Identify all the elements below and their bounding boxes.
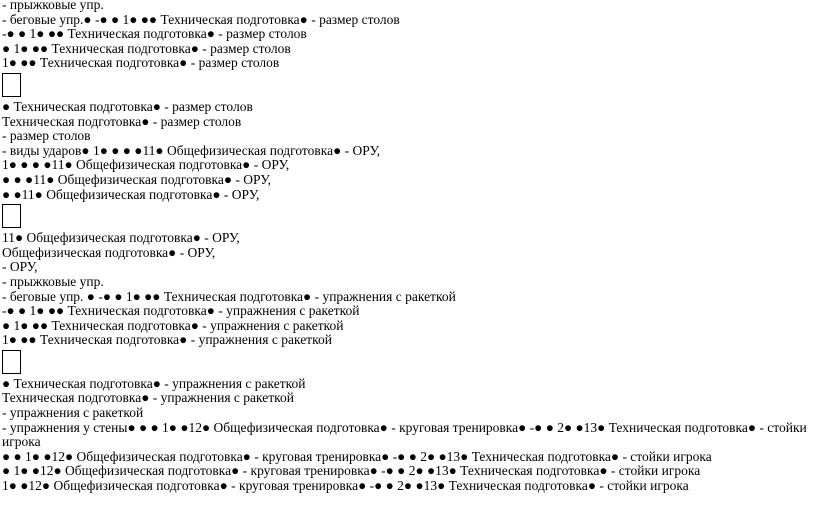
text-line: -● ● 1● ●● Техническая подготовка● - упражнения с ракеткой bbox=[2, 304, 360, 319]
text-line: Общефизическая подготовка● - ОРУ, bbox=[2, 245, 216, 260]
text-line: - упражнения с ракеткой bbox=[2, 406, 144, 421]
text-line: ● 1● ●12● Общефизическая подготовка● - круговая тренировка● -● ● 2● ●13● Техническая подготовка● - стойки игрока bbox=[2, 464, 701, 479]
text-line: 1● ● ● ●11● Общефизическая подготовка● - ОРУ, bbox=[2, 158, 290, 173]
text-line: 11● Общефизическая подготовка● - ОРУ, bbox=[2, 231, 240, 246]
text-line: - виды ударов● 1● ● ● ●11● Общефизическая подготовка● - ОРУ, bbox=[2, 143, 381, 158]
text-line: Техническая подготовка● - упражнения с ракеткой bbox=[2, 391, 294, 406]
text-line: ● 1● ●● Техническая подготовка● - размер столов bbox=[2, 41, 291, 56]
text-line: - беговые упр. ● -● ● 1● ●● Техническая подготовка● - упражнения с ракеткой bbox=[2, 289, 456, 304]
text-line: 1● ●● Техническая подготовка● - упражнения с ракеткой bbox=[2, 333, 332, 348]
text-line: - ОРУ, bbox=[2, 260, 38, 275]
text-line: - прыжковые упр. bbox=[2, 0, 104, 12]
text-line: ● 1● ●● Техническая подготовка● - упражнения с ракеткой bbox=[2, 318, 344, 333]
text-line: 1● ●● Техническая подготовка● - размер столов bbox=[2, 56, 280, 71]
text-line: 1● ●12● Общефизическая подготовка● - круговая тренировка● -● ● 2● ●13● Техническая подготовка● - стойки игрока bbox=[2, 479, 689, 494]
text-line: - упражнения у стены● ● ● 1● ●12● Общефизическая подготовка● - круговая тренировка● -● ● 2● ●13● Техническая подготовка● - стойки bbox=[2, 420, 807, 435]
text-line: ● Техническая подготовка● - упражнения с ракеткой bbox=[2, 376, 306, 391]
text-line: -● ● 1● ●● Техническая подготовка● - размер столов bbox=[2, 27, 307, 42]
text-line: Техническая подготовка● - размер столов bbox=[2, 114, 242, 129]
text-line: ● Техническая подготовка● - размер столов bbox=[2, 99, 253, 114]
text-line: игрока bbox=[2, 435, 41, 450]
text-line: ● ● 1● ●12● Общефизическая подготовка● - круговая тренировка● -● ● 2● ●13● Техническая подготовка● - стойки игрока bbox=[2, 449, 712, 464]
empty-image-box bbox=[2, 73, 21, 97]
text-line: - размер столов bbox=[2, 129, 91, 144]
text-line: - прыжковые упр. bbox=[2, 274, 104, 289]
document-page bbox=[2, 0, 814, 494]
empty-image-box bbox=[2, 204, 21, 228]
text-line: ● ●11● Общефизическая подготовка● - ОРУ, bbox=[2, 187, 260, 202]
empty-image-box bbox=[2, 350, 21, 374]
text-line: - беговые упр.● -● ● 1● ●● Техническая подготовка● - размер столов bbox=[2, 12, 400, 27]
text-line: ● ● ●11● Общефизическая подготовка● - ОРУ, bbox=[2, 172, 271, 187]
